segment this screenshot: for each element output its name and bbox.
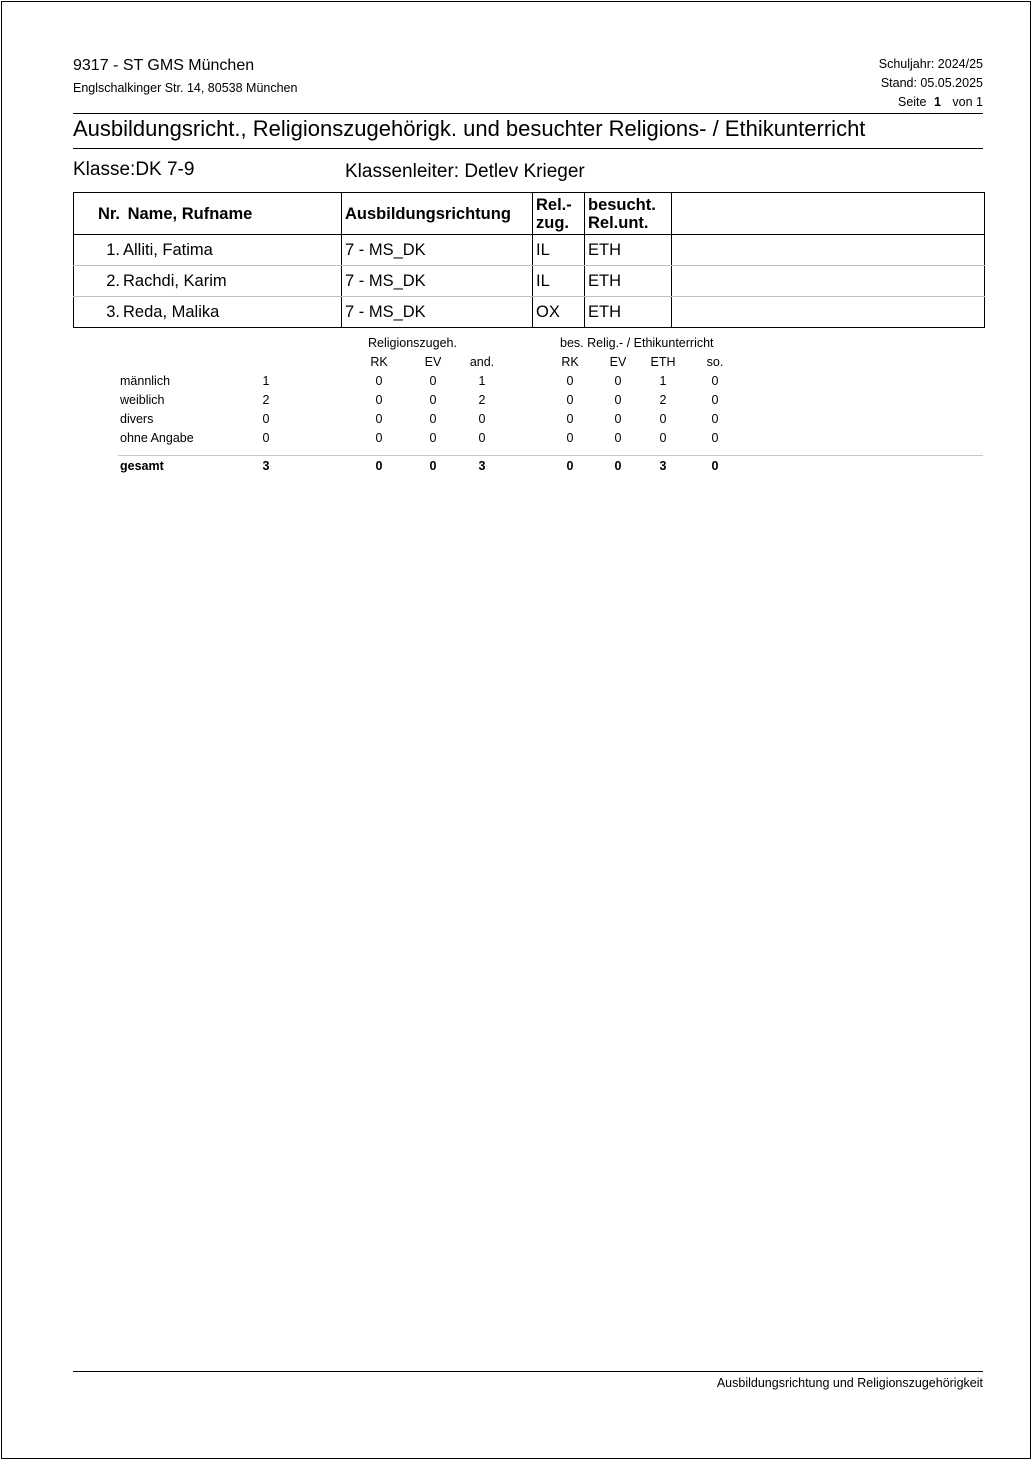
stats-row-label: männlich [120, 374, 171, 388]
class-label: Klasse: [73, 159, 136, 180]
cell-name: Rachdi, Karim [123, 271, 227, 290]
header-religion: Rel.- zug. [533, 193, 585, 235]
stats-value: 0 [659, 431, 667, 445]
header-empty [672, 193, 985, 235]
page-total: von 1 [952, 95, 983, 109]
cell-empty [672, 266, 985, 297]
stats-value: 0 [375, 393, 383, 407]
school-name: 9317 - ST GMS München [73, 57, 255, 74]
stats-value: 0 [429, 412, 437, 426]
stats-count: 0 [262, 412, 270, 426]
stats-value: 0 [478, 412, 486, 426]
stats-total-label: gesamt [120, 459, 164, 473]
stats-col-header: RK [561, 355, 579, 369]
cell-religion: IL [533, 266, 585, 297]
stats-value: 0 [614, 431, 622, 445]
stats-value: 0 [711, 412, 719, 426]
stats-value: 0 [566, 374, 574, 388]
stats-value: 0 [478, 431, 486, 445]
footer-text: Ausbildungsrichtung und Religionszugehörigkeit [716, 1376, 983, 1390]
stats-count: 1 [262, 374, 270, 388]
stats-col-header: EV [609, 355, 627, 369]
report-date: Stand: 05.05.2025 [880, 76, 983, 90]
cell-empty [672, 297, 985, 328]
stats-value: 0 [614, 374, 622, 388]
footer-divider [73, 1371, 983, 1372]
stats-value: 1 [478, 374, 486, 388]
stats-count: 2 [262, 393, 270, 407]
stats-col-header: RK [370, 355, 388, 369]
stats-value: 0 [614, 393, 622, 407]
header-nr-name [74, 193, 342, 235]
table-row [74, 266, 985, 297]
table-header-row [74, 193, 985, 235]
stats-row-label: ohne Angabe [120, 431, 194, 445]
cell-direction: 7 - MS_DK [342, 266, 533, 297]
stats-total-value: 3 [478, 459, 486, 473]
stats-value: 0 [375, 412, 383, 426]
stats-value: 0 [566, 431, 574, 445]
cell-nr: 1. [106, 240, 120, 259]
stats-group1-title: Religionszugeh. [368, 336, 457, 350]
cell-direction: 7 - MS_DK [342, 235, 533, 266]
stats-value: 0 [614, 412, 622, 426]
page-indicator [898, 95, 983, 109]
stats-value: 0 [711, 374, 719, 388]
stats-total-value: 0 [614, 459, 622, 473]
cell-nr: 2. [106, 271, 120, 290]
header-nr: Nr. [97, 204, 120, 223]
cell-nr: 3. [106, 302, 120, 321]
cell-nr-name [74, 235, 342, 266]
cell-religion: IL [533, 235, 585, 266]
stats-col-header: EV [424, 355, 442, 369]
stats-count: 0 [262, 431, 270, 445]
stats-col-header: so. [706, 355, 724, 369]
stats-value: 0 [566, 412, 574, 426]
stats-total-divider [118, 455, 983, 456]
student-table [73, 192, 985, 328]
cell-nr-name [74, 266, 342, 297]
class-teacher: Klassenleiter: Detlev Krieger [345, 161, 585, 182]
cell-visited: ETH [585, 297, 672, 328]
stats-value: 0 [429, 374, 437, 388]
stats-value: 0 [711, 393, 719, 407]
stats-row-label: weiblich [120, 393, 165, 407]
table-row [74, 235, 985, 266]
class-value: DK 7-9 [135, 159, 195, 180]
header-divider [73, 113, 983, 114]
stats-value: 0 [711, 431, 719, 445]
stats-value: 1 [659, 374, 667, 388]
stats-total-count: 3 [262, 459, 270, 473]
stats-total-value: 0 [429, 459, 437, 473]
title-divider [73, 148, 983, 149]
stats-value: 0 [375, 431, 383, 445]
stats-value: 0 [429, 393, 437, 407]
cell-name: Alliti, Fatima [123, 240, 213, 259]
cell-empty [672, 235, 985, 266]
stats-value: 0 [659, 412, 667, 426]
cell-visited: ETH [585, 266, 672, 297]
stats-value: 2 [659, 393, 667, 407]
cell-nr-name [74, 297, 342, 328]
cell-direction: 7 - MS_DK [342, 297, 533, 328]
stats-value: 2 [478, 393, 486, 407]
stats-col-header: ETH [650, 355, 676, 369]
page-prefix: Seite [897, 95, 927, 109]
stats-group2-title: bes. Relig.- / Ethikunterricht [560, 336, 714, 350]
table-row [74, 297, 985, 328]
header-visited: besucht. Rel.unt. [585, 193, 672, 235]
stats-total-value: 0 [375, 459, 383, 473]
stats-total-value: 3 [659, 459, 667, 473]
class-info [73, 159, 194, 181]
header-direction: Ausbildungsrichtung [342, 193, 533, 235]
stats-value: 0 [429, 431, 437, 445]
stats-total-value: 0 [566, 459, 574, 473]
cell-religion: OX [533, 297, 585, 328]
stats-value: 0 [566, 393, 574, 407]
cell-name: Reda, Malika [123, 302, 220, 321]
stats-row-label: divers [120, 412, 154, 426]
stats-col-header: and. [469, 355, 495, 369]
school-year: Schuljahr: 2024/25 [878, 57, 983, 71]
stats-total-value: 0 [711, 459, 719, 473]
report-title: Ausbildungsricht., Religionszugehörigk. und besuchter Religions- / Ethikunterricht [73, 116, 866, 141]
header-name: Name, Rufname [127, 204, 253, 223]
school-address: Englschalkinger Str. 14, 80538 München [73, 81, 298, 95]
page-number: 1 [933, 95, 941, 109]
cell-visited: ETH [585, 235, 672, 266]
stats-value: 0 [375, 374, 383, 388]
